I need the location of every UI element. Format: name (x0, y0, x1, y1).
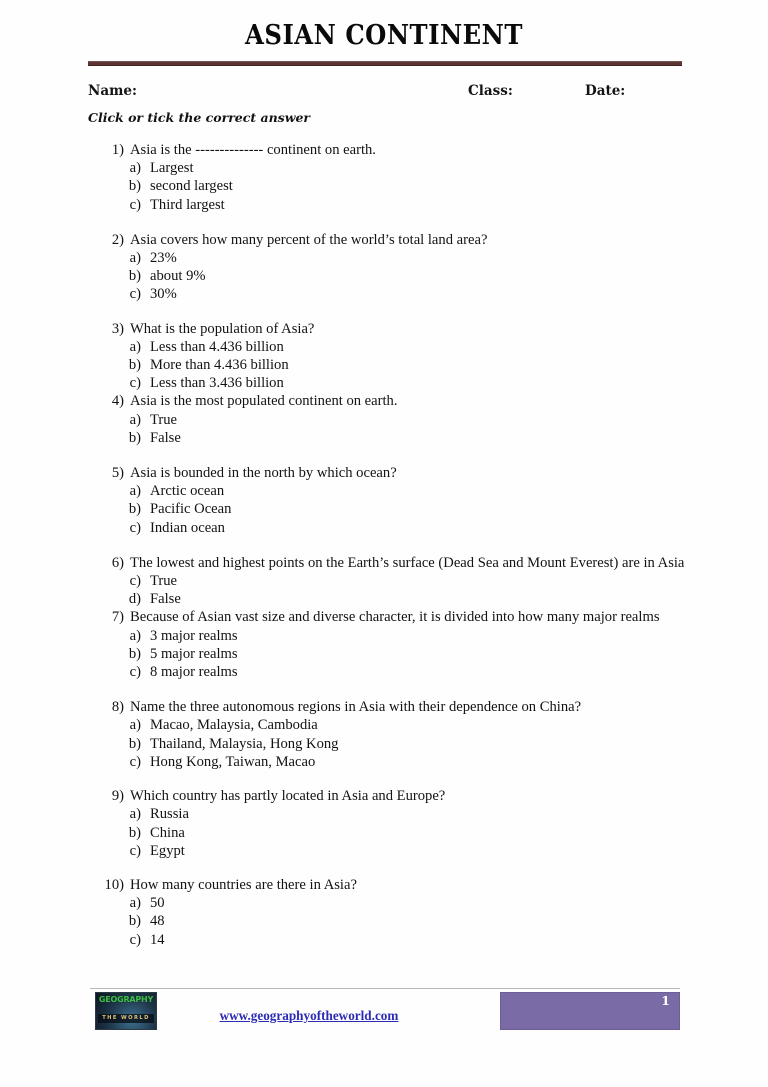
question-prompt (104, 141, 768, 159)
question-item (104, 876, 768, 949)
answer-option-label: False (150, 591, 181, 608)
question-number: 5) (111, 465, 124, 482)
answer-option-label: second largest (150, 178, 233, 195)
answer-option-key: a) (129, 806, 141, 823)
answer-option-list (104, 894, 768, 949)
answer-option[interactable] (104, 753, 768, 771)
question-prompt (104, 464, 768, 482)
question-spacer (104, 447, 768, 464)
answer-option-label: Thailand, Malaysia, Hong Kong (150, 735, 339, 752)
answer-option[interactable] (104, 411, 768, 429)
question-prompt (104, 554, 768, 572)
answer-option[interactable] (104, 894, 768, 912)
question-spacer (104, 537, 768, 554)
answer-option[interactable] (104, 572, 768, 590)
page-title: ASIAN CONTINENT (245, 20, 523, 51)
question-text: Because of Asian vast size and diverse character, it is divided into how many major realms (130, 609, 660, 626)
question-number: 1) (111, 142, 124, 158)
question-item (104, 608, 768, 681)
question-number: 7) (111, 609, 124, 626)
question-spacer (104, 860, 768, 876)
answer-option-list (104, 249, 768, 304)
answer-option-key: c) (129, 375, 141, 392)
page-number-box (500, 992, 680, 1030)
question-prompt (104, 608, 768, 626)
answer-option-key: a) (129, 160, 141, 177)
answer-option-key: c) (129, 664, 141, 681)
answer-option-list (104, 159, 768, 214)
answer-option-label: Arctic ocean (150, 483, 225, 500)
page-number: 1 (661, 993, 670, 1008)
question-text: How many countries are there in Asia? (130, 876, 357, 893)
answer-option[interactable] (104, 590, 768, 608)
question-text: Name the three autonomous regions in Asia with their dependence on China? (130, 699, 582, 716)
answer-option-key: b) (128, 429, 141, 446)
answer-option[interactable] (104, 482, 768, 500)
question-item (104, 554, 768, 609)
answer-option-label: 23% (150, 250, 177, 267)
footer-divider (90, 988, 680, 989)
class-label: Class: (468, 83, 513, 99)
answer-option-label: China (150, 824, 185, 841)
question-prompt (104, 320, 768, 338)
answer-option-label: True (150, 573, 178, 590)
answer-option-key: a) (129, 338, 141, 355)
question-number: 10) (104, 876, 124, 893)
question-text: Asia is the most populated continent on earth. (130, 393, 398, 410)
answer-option-list (104, 411, 768, 447)
answer-option-key: a) (129, 411, 141, 428)
answer-option[interactable] (104, 805, 768, 823)
question-prompt (104, 876, 768, 894)
answer-option-label: Macao, Malaysia, Cambodia (150, 717, 318, 734)
answer-option[interactable] (104, 735, 768, 753)
question-item (104, 141, 768, 214)
answer-option-key: a) (129, 627, 141, 644)
answer-option-key: b) (128, 824, 141, 841)
question-item (104, 787, 768, 860)
answer-option-key: b) (128, 178, 141, 195)
question-prompt (104, 231, 768, 249)
answer-option-key: c) (129, 519, 141, 536)
question-number: 4) (111, 393, 124, 410)
answer-option-list (104, 716, 768, 771)
answer-option-key: a) (129, 250, 141, 267)
answer-option[interactable] (104, 338, 768, 356)
question-spacer (104, 771, 768, 787)
answer-option-label: 8 major realms (150, 664, 238, 681)
answer-option-list (104, 338, 768, 393)
answer-option-key: b) (128, 268, 141, 285)
answer-option-label: 30% (150, 286, 177, 303)
question-spacer (104, 681, 768, 698)
answer-option[interactable] (104, 912, 768, 930)
question-item (104, 698, 768, 771)
question-number: 2) (111, 231, 124, 248)
answer-option-key: c) (129, 842, 141, 859)
answer-option[interactable] (104, 374, 768, 392)
answer-option-label: 50 (150, 895, 165, 912)
question-text: What is the population of Asia? (130, 320, 315, 337)
question-number: 6) (111, 554, 124, 571)
answer-option[interactable] (104, 645, 768, 663)
question-number: 3) (111, 320, 124, 337)
answer-option-list (104, 482, 768, 537)
answer-option[interactable] (104, 267, 768, 285)
question-prompt (104, 698, 768, 716)
question-spacer (104, 304, 768, 320)
answer-option-label: More than 4.436 billion (150, 357, 289, 374)
answer-option-key: a) (129, 895, 141, 912)
date-label: Date: (585, 83, 626, 99)
answer-option[interactable] (104, 500, 768, 518)
answer-option[interactable] (104, 519, 768, 537)
logo-bottom-text: THE WORLD (102, 1015, 150, 1021)
answer-option[interactable] (104, 196, 768, 214)
answer-option-label: 3 major realms (150, 627, 238, 644)
question-item (104, 392, 768, 447)
question-text: Asia is bounded in the north by which ocean? (130, 465, 397, 482)
answer-option-key: a) (129, 717, 141, 734)
question-item (104, 320, 768, 393)
answer-option-label: Hong Kong, Taiwan, Macao (150, 753, 316, 770)
answer-option[interactable] (104, 356, 768, 374)
answer-option[interactable] (104, 429, 768, 447)
title-divider (88, 61, 682, 66)
answer-option[interactable] (104, 249, 768, 267)
answer-option-key: b) (128, 645, 141, 662)
answer-option-label: Indian ocean (150, 519, 225, 536)
question-item (104, 231, 768, 304)
answer-option-key: b) (128, 357, 141, 374)
answer-option[interactable] (104, 824, 768, 842)
answer-option-label: about 9% (150, 268, 206, 285)
question-text: Asia is the -------------- continent on earth. (130, 142, 376, 158)
answer-option-list (104, 805, 768, 860)
answer-option[interactable] (104, 177, 768, 195)
answer-option-key: a) (129, 483, 141, 500)
answer-option-label: Pacific Ocean (150, 501, 232, 518)
answer-option[interactable] (104, 716, 768, 734)
question-text: The lowest and highest points on the Earth’s surface (Dead Sea and Mount Everest) are in Asia (130, 554, 685, 571)
answer-option-key: b) (128, 501, 141, 518)
question-prompt (104, 392, 768, 410)
question-number: 8) (111, 699, 124, 716)
answer-option-label: Egypt (150, 842, 185, 859)
question-item (104, 464, 768, 537)
answer-option-label: 48 (150, 913, 165, 930)
answer-option-key: b) (128, 913, 141, 930)
answer-option-key: b) (128, 735, 141, 752)
answer-option[interactable] (104, 159, 768, 177)
instruction-text: Click or tick the correct answer (88, 110, 310, 125)
question-spacer (104, 214, 768, 231)
answer-option-key: c) (129, 196, 141, 213)
question-list (0, 141, 768, 949)
answer-option[interactable] (104, 931, 768, 949)
answer-option[interactable] (104, 842, 768, 860)
answer-option-list (104, 572, 768, 608)
logo-top-text: GEOGRAPHY (98, 995, 154, 1004)
answer-option[interactable] (104, 627, 768, 645)
answer-option-key: c) (129, 931, 141, 948)
answer-option-label: 14 (150, 931, 165, 948)
question-text: Which country has partly located in Asia and Europe? (130, 788, 446, 805)
name-label: Name: (88, 83, 137, 99)
question-text: Asia covers how many percent of the world’s total land area? (130, 231, 488, 248)
answer-option-list (104, 627, 768, 682)
website-link[interactable]: www.geographyoftheworld.com (219, 1008, 399, 1023)
answer-option-label: Third largest (150, 196, 225, 213)
answer-option-label: Less than 3.436 billion (150, 375, 284, 392)
answer-option[interactable] (104, 285, 768, 303)
answer-option-label: False (150, 429, 181, 446)
answer-option-key: c) (129, 753, 141, 770)
answer-option-label: Less than 4.436 billion (150, 338, 284, 355)
answer-option-key: c) (129, 573, 141, 590)
answer-option-key: d) (128, 591, 141, 608)
answer-option-key: c) (129, 286, 141, 303)
question-prompt (104, 787, 768, 805)
answer-option-label: Russia (150, 806, 189, 823)
answer-option-label: 5 major realms (150, 645, 238, 662)
question-number: 9) (111, 788, 124, 805)
answer-option-label: True (150, 411, 178, 428)
answer-option-label: Largest (150, 160, 194, 177)
answer-option[interactable] (104, 663, 768, 681)
student-meta-row (0, 83, 768, 103)
